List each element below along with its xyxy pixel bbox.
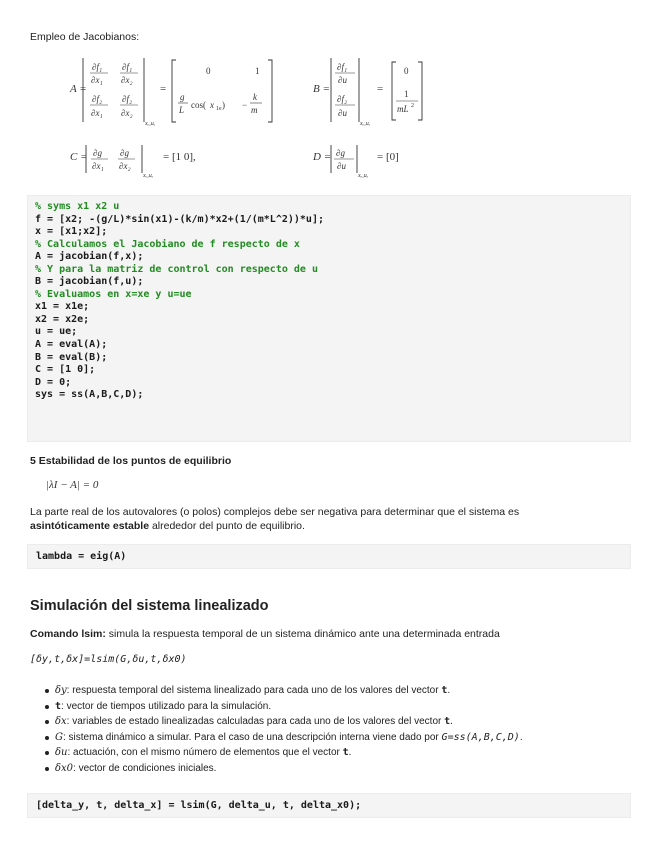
lsim-parameter-list: [55, 683, 523, 777]
code-line: C = [1 0];: [35, 364, 96, 376]
eigen-equation: |λI − A| = 0: [46, 479, 99, 491]
svg-text:∂x₂: ∂x₂: [121, 108, 133, 118]
list-item: [55, 730, 523, 746]
svg-text:m: m: [251, 105, 258, 115]
lsim-label: Comando lsim:: [30, 628, 106, 640]
D-value: = [0]: [377, 151, 399, 163]
code-line: x = [x1;x2];: [35, 226, 108, 238]
list-item: [55, 699, 523, 715]
D-symbol: D =: [313, 151, 332, 163]
code-line: A = eval(A);: [35, 339, 108, 351]
svg-text:1e: 1e: [216, 106, 222, 112]
param-symbol: δx0: [55, 762, 74, 774]
code-comment-line: % Evaluamos en x=xe y u=ue: [35, 288, 192, 300]
punctuation: .: [450, 716, 453, 728]
section-heading-simulation: Simulación del sistema linealizado: [30, 598, 269, 614]
param-description: : variables de estado linealizadas calculadas para cada uno de los valores del vector: [66, 716, 445, 728]
svg-text:=: =: [160, 83, 167, 95]
code-block-eig: [27, 544, 631, 569]
param-symbol: G: [55, 731, 63, 743]
param-description: : vector de tiempos utilizado para la simulación.: [61, 700, 272, 712]
svg-text:∂g: ∂g: [120, 148, 129, 158]
svg-text:k: k: [253, 92, 257, 102]
code-line: sys = ss(A,B,C,D);: [35, 389, 144, 401]
svg-text:∂g: ∂g: [336, 148, 345, 158]
list-item: [55, 761, 523, 777]
svg-text:∂f₁: ∂f₁: [92, 62, 103, 72]
code-line: x1 = x1e;: [35, 301, 90, 313]
punctuation: .: [348, 747, 352, 759]
B-symbol: B =: [313, 83, 330, 95]
jacobian-equations: [0, 50, 655, 210]
svg-text:mL: mL: [397, 104, 409, 114]
svg-text:∂f₂: ∂f₂: [337, 94, 348, 104]
code-comment-line: % syms x1 x2 u: [35, 201, 120, 212]
svg-text:∂f₂: ∂f₂: [92, 94, 103, 104]
A-symbol: A =: [70, 83, 87, 95]
para-bold: asintóticamente estable: [30, 520, 150, 532]
param-reference: G=ss(A,B,C,D): [441, 731, 520, 743]
svg-text:∂x₁: ∂x₁: [91, 108, 103, 118]
svg-text:g: g: [180, 92, 185, 102]
lsim-syntax: [δy,t,δx]=lsim(G,δu,t,δx0): [30, 654, 187, 665]
para-end: alrededor del punto de equilibrio.: [149, 520, 305, 532]
C-symbol: C =: [70, 151, 88, 163]
svg-text:∂f₁: ∂f₁: [337, 62, 348, 72]
code-block-lsim: [27, 793, 631, 818]
svg-text:=: =: [377, 83, 384, 95]
B-jacobian-entries: [335, 62, 355, 118]
param-reference: t: [444, 716, 451, 728]
punctuation: .: [519, 731, 523, 743]
code-line: x2 = x2e;: [35, 313, 90, 325]
svg-text:∂f₂: ∂f₂: [122, 94, 133, 104]
lsim-desc: simula la respuesta temporal de un sistema dinámico ante una determinada entrada: [105, 628, 500, 640]
svg-text:): ): [222, 100, 225, 110]
svg-text:∂u: ∂u: [338, 75, 347, 85]
param-description: : respuesta temporal del sistema linealizado para cada uno de los valores del vector: [66, 685, 442, 696]
D-jacobian-entries: [334, 148, 354, 171]
code-line: D = 0;: [35, 376, 72, 388]
code-line: B = eval(B);: [35, 351, 108, 363]
code-line: f = [x2; -(g/L)*sin(x1)-(k/m)*x2+(1/(m*L^2))*u];: [35, 213, 324, 225]
code-line: A = jacobian(f,x);: [35, 251, 144, 263]
svg-text:∂x₁: ∂x₁: [91, 75, 103, 85]
svg-text:−: −: [242, 100, 248, 110]
param-symbol: δy: [55, 685, 67, 696]
code-line: lambda = eig(A): [36, 551, 127, 562]
list-item: [55, 714, 523, 730]
stability-paragraph: [30, 505, 630, 533]
section-heading-stability: 5 Estabilidad de los puntos de equilibrio: [30, 455, 232, 467]
list-item: [55, 683, 523, 699]
svg-text:2: 2: [411, 103, 414, 109]
code-comment-line: % Calculamos el Jacobiano de f respecto de x: [35, 238, 300, 250]
param-reference: t: [441, 685, 448, 696]
param-symbol: δx: [55, 716, 67, 728]
svg-text:∂f₁: ∂f₁: [122, 62, 133, 72]
B-numeric-entries: [396, 66, 418, 114]
code-block-jacobian: [27, 195, 631, 442]
code-comment-line: % Y para la matriz de control con respecto de u: [35, 263, 318, 275]
param-symbol: δu: [55, 747, 68, 759]
intro-text: Empleo de Jacobianos:: [30, 31, 140, 43]
lsim-description: [30, 627, 500, 641]
svg-text:0: 0: [206, 66, 211, 76]
code-line: u = ue;: [35, 326, 78, 338]
code-line: [delta_y, t, delta_x] = lsim(G, delta_u, t, delta_x0);: [36, 800, 362, 811]
para-text: La parte real de los autovalores (o polos) complejos debe ser negativa para determinar que el sistema es: [30, 506, 520, 518]
svg-text:xₑ,uₑ: xₑ,uₑ: [145, 121, 156, 127]
param-description: : vector de condiciones iniciales.: [73, 762, 217, 774]
svg-text:x: x: [210, 100, 214, 110]
svg-text:xₑ,uₑ: xₑ,uₑ: [358, 173, 369, 179]
A-jacobian-entries: [90, 62, 138, 118]
svg-text:xₑ,uₑ: xₑ,uₑ: [360, 121, 371, 127]
A-numeric-entries: [178, 66, 262, 115]
svg-text:0: 0: [404, 66, 409, 76]
param-reference: t: [342, 747, 349, 759]
code-line: B = jacobian(f,u);: [35, 276, 144, 288]
param-description: : actuación, con el mismo número de elementos que el vector: [67, 747, 343, 759]
svg-text:∂x₂: ∂x₂: [119, 161, 131, 171]
param-symbol: t: [55, 700, 62, 712]
svg-text:∂x₂: ∂x₂: [121, 75, 133, 85]
svg-text:∂g: ∂g: [93, 148, 102, 158]
svg-text:xₑ,uₑ: xₑ,uₑ: [143, 173, 154, 179]
svg-text:1: 1: [255, 66, 260, 76]
svg-text:L: L: [179, 105, 185, 115]
param-description: : sistema dinámico a simular. Para el caso de una descripción interna viene dado por: [63, 731, 442, 743]
svg-text:∂u: ∂u: [338, 108, 347, 118]
C-value: = [1 0],: [163, 151, 196, 163]
list-item: [55, 745, 523, 761]
svg-text:∂x₁: ∂x₁: [92, 161, 104, 171]
punctuation: .: [447, 685, 451, 696]
svg-text:cos(: cos(: [191, 100, 206, 110]
svg-text:∂u: ∂u: [337, 161, 346, 171]
C-jacobian-entries: [91, 148, 135, 171]
svg-text:1: 1: [404, 89, 409, 99]
